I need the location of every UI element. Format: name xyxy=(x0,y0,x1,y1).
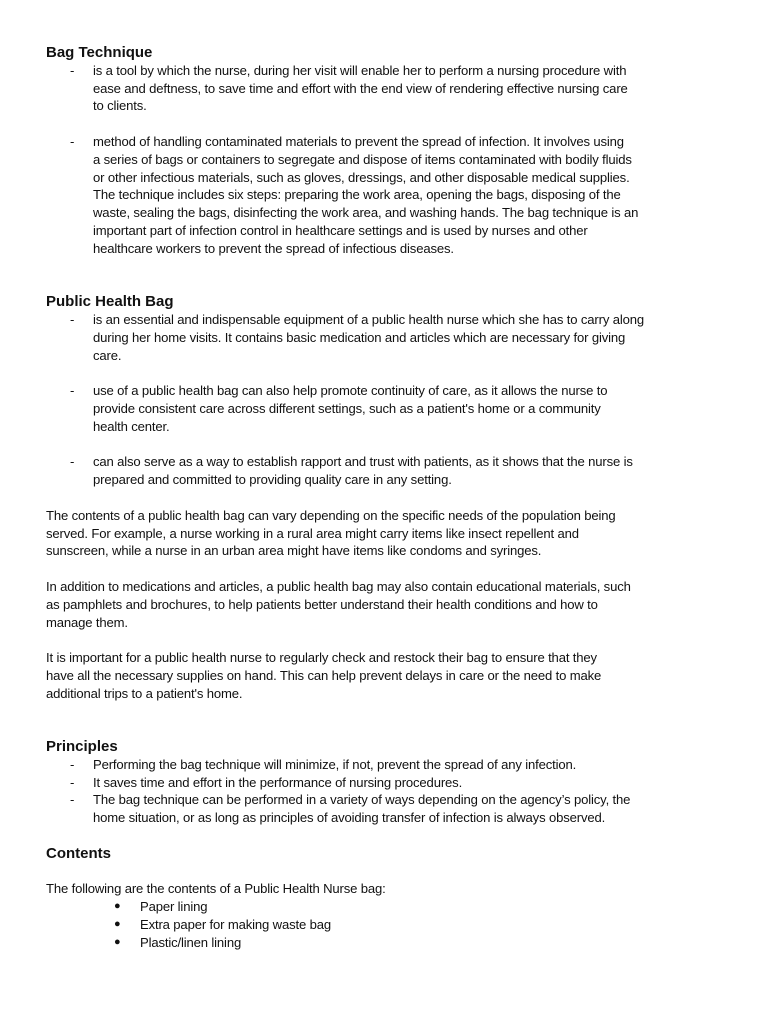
text-line: healthcare workers to prevent the spread of infectious diseases. xyxy=(93,240,454,256)
text-line: ease and deftness, to save time and effort with the end view of rendering effective nursing care xyxy=(93,80,628,96)
text-line: use of a public health bag can also help promote continuity of care, as it allows the nurse to xyxy=(93,383,608,399)
spacer xyxy=(46,631,768,649)
section-heading-public-health-bag: Public Health Bag xyxy=(46,293,174,311)
text-line: or other infectious materials, such as gloves, dressings, and other disposable medical supplies. xyxy=(93,169,630,185)
dash-marker: - xyxy=(70,133,75,149)
text-line: is an essential and indispensable equipment of a public health nurse which she has to carry along xyxy=(93,311,645,327)
list-item xyxy=(46,453,768,489)
text-line: a series of bags or containers to segregate and dispose of items contaminated with bodily fluids xyxy=(93,151,632,167)
dash-marker: - xyxy=(70,792,75,808)
list-item xyxy=(46,756,768,774)
spacer xyxy=(46,364,768,382)
dash-marker: - xyxy=(70,311,75,327)
list-item xyxy=(46,62,768,115)
list-item xyxy=(46,774,768,792)
text-line: method of handling contaminated materials to prevent the spread of infection. It involves using xyxy=(93,133,624,149)
bullet-marker: ● xyxy=(114,935,121,948)
list-item xyxy=(46,311,768,364)
paragraph-line: as pamphlets and brochures, to help patients better understand their health conditions and how to xyxy=(46,596,598,612)
paragraph-line: additional trips to a patient's home. xyxy=(46,685,243,701)
list-item xyxy=(46,382,768,435)
spacer xyxy=(46,560,768,578)
text-line: It saves time and effort in the performance of nursing procedures. xyxy=(93,774,463,790)
spacer xyxy=(46,436,768,454)
spacer xyxy=(46,115,768,133)
dash-marker: - xyxy=(70,774,75,790)
paragraph-line: sunscreen, while a nurse in an urban area might have items like condoms and syringes. xyxy=(46,543,542,559)
spacer xyxy=(46,489,768,507)
text-line: can also serve as a way to establish rapport and trust with patients, as it shows that the nurse is xyxy=(93,454,633,470)
text-line: The technique includes six steps: preparing the work area, opening the bags, disposing of the xyxy=(93,187,621,203)
text-line: Paper lining xyxy=(140,899,208,915)
paragraph-line: have all the necessary supplies on hand. This can help prevent delays in care or the need to make xyxy=(46,667,602,683)
text-line: health center. xyxy=(93,418,170,434)
paragraph-line: The contents of a public health bag can vary depending on the specific needs of the population being xyxy=(46,507,616,523)
contents-intro: The following are the contents of a Public Health Nurse bag: xyxy=(46,881,386,897)
spacer xyxy=(46,863,768,881)
text-line: to clients. xyxy=(93,98,147,114)
list-item xyxy=(46,133,768,258)
paragraph-line: manage them. xyxy=(46,614,128,630)
text-line: during her home visits. It contains basic medication and articles which are necessary for giving xyxy=(93,329,626,345)
list-item xyxy=(46,916,768,934)
spacer xyxy=(46,702,768,738)
list-item xyxy=(46,934,768,952)
dash-marker: - xyxy=(70,383,75,399)
text-line: prepared and committed to providing quality care in any setting. xyxy=(93,472,452,488)
section-heading-contents: Contents xyxy=(46,844,111,862)
text-line: important part of infection control in healthcare settings and is used by nurses and other xyxy=(93,222,588,238)
dash-marker: - xyxy=(70,454,75,470)
text-line: Performing the bag technique will minimize, if not, prevent the spread of any infection. xyxy=(93,756,577,772)
text-line: The bag technique can be performed in a variety of ways depending on the agency’s policy, the xyxy=(93,792,631,808)
text-line: care. xyxy=(93,347,122,363)
text-line: is a tool by which the nurse, during her visit will enable her to perform a nursing procedure with xyxy=(93,62,627,78)
text-line: Extra paper for making waste bag xyxy=(140,917,331,933)
text-line: waste, sealing the bags, disinfecting the work area, and washing hands. The bag technique is an xyxy=(93,205,639,221)
dash-marker: - xyxy=(70,756,75,772)
section-heading-principles: Principles xyxy=(46,738,118,756)
list-item xyxy=(46,791,768,827)
section-heading-bag-technique: Bag Technique xyxy=(46,44,153,61)
text-line: provide consistent care across different settings, such as a patient's home or a community xyxy=(93,400,601,416)
list-item xyxy=(46,898,768,916)
paragraph-line: In addition to medications and articles, a public health bag may also contain educational materials, such xyxy=(46,578,631,594)
spacer xyxy=(46,258,768,294)
text-line: Plastic/linen lining xyxy=(140,934,242,950)
bullet-marker: ● xyxy=(114,900,121,913)
bullet-marker: ● xyxy=(114,918,121,931)
paragraph-line: served. For example, a nurse working in a rural area might carry items like insect repellent and xyxy=(46,525,579,541)
dash-marker: - xyxy=(70,62,75,78)
spacer xyxy=(46,827,768,845)
paragraph-line: It is important for a public health nurse to regularly check and restock their bag to ensure that they xyxy=(46,650,597,666)
text-line: home situation, or as long as principles of avoiding transfer of infection is always observed. xyxy=(93,810,606,826)
